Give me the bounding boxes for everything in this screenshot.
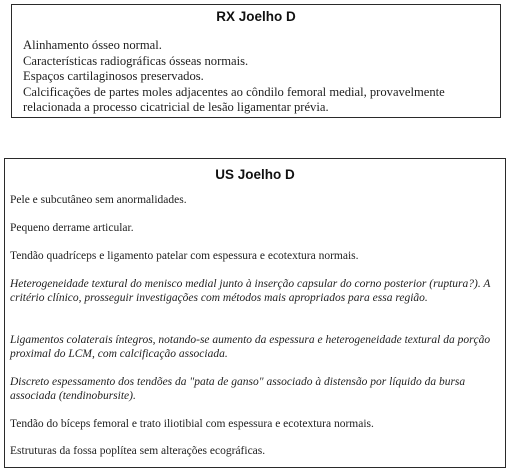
us-report-title: US Joelho D <box>215 167 295 182</box>
rx-report-title: RX Joelho D <box>216 9 296 24</box>
rx-line: Calcificações de partes moles adjacentes ao côndilo femoral medial, provavelmente <box>23 84 445 99</box>
us-finding-meniscus: Heterogeneidade textural do menisco medial junto à inserção capsular do corno posterior (ruptura?). A critério clínico, prosseguir investigações com métodos mais apropriados para essa região. <box>10 278 491 304</box>
us-finding-collateral-ligaments: Ligamentos colaterais íntegros, notando-se aumento da espessura e heterogeneidade textural da porção proximal do LCM, com calcificação associada. <box>10 334 491 360</box>
us-finding-pes-anserinus: Discreto espessamento dos tendões da "pata de ganso" associado à distensão por líquido da bursa associada (tendinobursite). <box>10 376 466 402</box>
us-finding-effusion: Pequeno derrame articular. <box>10 222 134 234</box>
rx-line: relacionada a processo cicatricial de lesão ligamentar prévia. <box>23 100 329 115</box>
us-finding-biceps: Tendão do bíceps femoral e trato iliotibial com espessura e ecotextura normais. <box>10 418 374 430</box>
us-finding-popliteal: Estruturas da fossa poplítea sem alterações ecográficas. <box>10 445 266 457</box>
us-finding-skin: Pele e subcutâneo sem anormalidades. <box>10 194 187 206</box>
rx-report-body <box>23 38 493 116</box>
us-report-box <box>4 158 506 468</box>
rx-report-box <box>11 4 501 118</box>
rx-line: Alinhamento ósseo normal. <box>23 38 162 52</box>
us-finding-quadriceps: Tendão quadríceps e ligamento patelar com espessura e ecotextura normais. <box>10 250 359 262</box>
rx-line: Espaços cartilaginosos preservados. <box>23 69 204 84</box>
rx-line: Características radiográficas ósseas normais. <box>23 53 249 68</box>
